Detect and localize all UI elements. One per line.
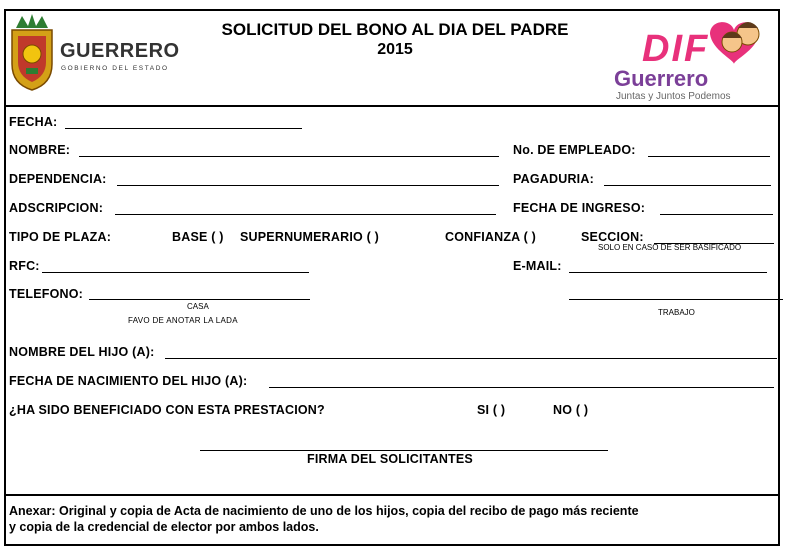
fecha-field[interactable]: [65, 128, 302, 129]
casa-label: CASA: [187, 302, 209, 311]
no-empleado-field[interactable]: [648, 156, 770, 157]
anexar-line-2: y copia de la credencial de elector por ambos lados.: [9, 520, 319, 534]
base-checkbox[interactable]: BASE ( ): [172, 230, 224, 244]
si-checkbox[interactable]: SI ( ): [477, 403, 506, 417]
fecha-ingreso-label: FECHA DE INGRESO:: [513, 201, 646, 215]
fecha-nac-hijo-field[interactable]: [269, 387, 774, 388]
dif-logo-letters: DIF: [642, 28, 710, 70]
nombre-hijo-label: NOMBRE DEL HIJO (A):: [9, 345, 155, 359]
form-title: SOLICITUD DEL BONO AL DIA DEL PADRE: [221, 20, 569, 39]
dif-logo: [610, 14, 772, 102]
telefono-casa-field[interactable]: [89, 299, 310, 300]
email-label: E-MAIL:: [513, 259, 562, 273]
adscripcion-label: ADSCRIPCION:: [9, 201, 104, 215]
state-logo-sub: GOBIERNO DEL ESTADO: [61, 65, 169, 72]
nombre-hijo-field[interactable]: [165, 358, 777, 359]
firma-field[interactable]: [200, 450, 608, 451]
fecha-label: FECHA:: [9, 115, 58, 129]
fecha-ingreso-field[interactable]: [660, 214, 773, 215]
tipo-plaza-label: TIPO DE PLAZA:: [9, 230, 112, 244]
email-field[interactable]: [569, 272, 767, 273]
dif-logo-name: Guerrero: [614, 66, 709, 91]
anexar-line-1: Anexar: Original y copia de Acta de nacimiento de uno de los hijos, copia del recibo de pago más reciente: [9, 504, 639, 518]
dif-logo-slogan: Juntas y Juntos Podemos: [616, 91, 731, 102]
firma-label: FIRMA DEL SOLICITANTES: [307, 452, 473, 466]
state-shield-icon: [8, 14, 56, 92]
trabajo-label: TRABAJO: [658, 308, 695, 317]
adscripcion-field[interactable]: [115, 214, 496, 215]
rfc-field[interactable]: [42, 272, 309, 273]
header-divider: [4, 105, 780, 107]
telefono-label: TELEFONO:: [9, 287, 84, 301]
beneficiado-question: ¿HA SIDO BENEFICIADO CON ESTA PRESTACION?: [9, 403, 325, 417]
nombre-field[interactable]: [79, 156, 499, 157]
pagaduria-field[interactable]: [604, 185, 771, 186]
nombre-label: NOMBRE:: [9, 143, 71, 157]
no-checkbox[interactable]: NO ( ): [553, 403, 589, 417]
pagaduria-label: PAGADURIA:: [513, 172, 594, 186]
no-empleado-label: No. DE EMPLEADO:: [513, 143, 636, 157]
seccion-label: SECCION:: [581, 230, 644, 244]
form-year: 2015: [377, 41, 413, 58]
footer-divider: [4, 494, 780, 496]
telefono-trabajo-field[interactable]: [569, 299, 783, 300]
dependencia-field[interactable]: [117, 185, 499, 186]
lada-note: FAVO DE ANOTAR LA LADA: [128, 316, 238, 325]
anexar-note: [9, 503, 729, 535]
seccion-note: SOLO EN CASO DE SER BASIFICADO: [598, 243, 742, 252]
fecha-nac-hijo-label: FECHA DE NACIMIENTO DEL HIJO (A):: [9, 374, 248, 388]
supernumerario-checkbox[interactable]: SUPERNUMERARIO ( ): [240, 230, 380, 244]
rfc-label: RFC:: [9, 259, 40, 273]
dependencia-label: DEPENDENCIA:: [9, 172, 107, 186]
confianza-checkbox[interactable]: CONFIANZA ( ): [445, 230, 537, 244]
state-logo-name: GUERRERO: [60, 40, 180, 62]
state-logo: [8, 12, 186, 92]
